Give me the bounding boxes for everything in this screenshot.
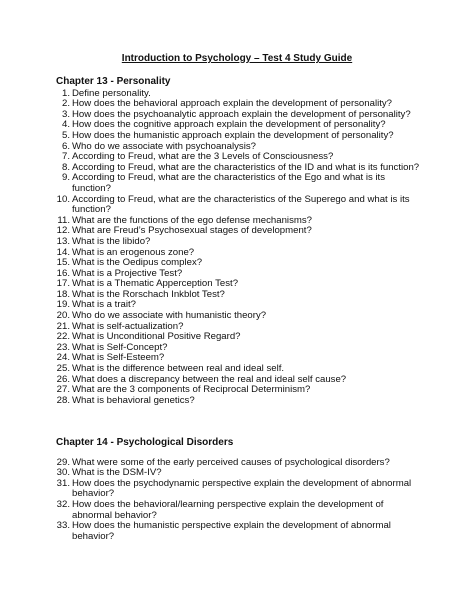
question-text: What is self-actualization? (72, 320, 184, 332)
question-text: What is behavioral genetics? (72, 394, 195, 406)
question-text: What are Freud’s Psychosexual stages of development? (72, 225, 312, 237)
question-number: 4. (61, 119, 70, 131)
question-number: 9. (61, 172, 70, 184)
question-text: What is the libido? (72, 235, 151, 247)
question-number: 32. (56, 498, 70, 510)
question-text: What does a discrepancy between the real and ideal self cause? (72, 373, 347, 385)
question-number: 7. (61, 151, 70, 163)
question-text: What is the Rorschach Inkblot Test? (72, 288, 225, 300)
question-text: What is Self-Esteem? (72, 352, 165, 364)
question-text: What were some of the early perceived causes of psychological disorders? (72, 456, 390, 468)
question-number: 22. (56, 331, 70, 343)
question-number: 30. (56, 467, 70, 479)
chapter-13-question-list (56, 89, 426, 407)
question-number: 33. (56, 520, 70, 532)
question-number: 25. (56, 363, 70, 375)
question-number: 21. (56, 320, 70, 332)
question-number: 12. (56, 225, 70, 237)
question-number: 10. (56, 193, 70, 205)
question-number: 18. (56, 288, 70, 300)
question-text: How does the behavioral/learning perspective explain the development of abnormal behavior? (72, 498, 384, 521)
question-item (56, 237, 426, 248)
question-number: 5. (61, 129, 70, 141)
question-text: According to Freud, what are the characteristics of the Ego and what is its function? (72, 172, 386, 194)
question-item (56, 479, 426, 500)
question-text: What is a Projective Test? (72, 267, 183, 279)
question-text: What is a Thematic Apperception Test? (72, 278, 239, 290)
question-text: According to Freud, what are the characteristics of the Superego and what is its function? (72, 193, 410, 216)
question-text: What is an erogenous zone? (72, 246, 195, 258)
question-number: 1. (61, 87, 70, 99)
question-number: 17. (56, 278, 70, 290)
question-text: According to Freud, what are the 3 Levels of Consciousness? (72, 151, 334, 163)
question-text: Who do we associate with humanistic theory? (72, 310, 267, 322)
question-text: What are the 3 components of Reciprocal Determinism? (72, 384, 311, 396)
question-number: 19. (56, 299, 70, 311)
question-item (56, 173, 426, 194)
question-text: What is the Oedipus complex? (72, 257, 203, 269)
question-number: 24. (56, 352, 70, 364)
chapter-13-heading: Chapter 13 - Personality (56, 76, 171, 87)
question-text: What is Self-Concept? (72, 341, 168, 353)
question-text: How does the psychodynamic perspective explain the development of abnormal behavior? (72, 477, 412, 500)
question-number: 15. (56, 257, 70, 269)
question-text: According to Freud, what are the characteristics of the ID and what is its function? (72, 161, 420, 173)
question-number: 11. (57, 214, 70, 226)
chapter-13-section (56, 77, 426, 406)
question-number: 16. (56, 267, 70, 279)
question-item (56, 131, 426, 142)
chapter-14-question-list (56, 458, 426, 543)
question-text: What is the difference between real and ideal self. (72, 363, 285, 375)
question-number: 14. (56, 246, 70, 258)
document-title: Introduction to Psychology – Test 4 Study Guide (121, 53, 353, 64)
question-text: How does the humanistic approach explain the development of personality? (72, 129, 394, 141)
question-text: How does the psychoanalytic approach explain the development of personality? (72, 108, 411, 120)
question-item (56, 396, 426, 407)
question-number: 3. (61, 108, 70, 120)
question-text: Who do we associate with psychoanalysis? (72, 140, 256, 152)
question-item (56, 521, 426, 542)
question-text: How does the humanistic perspective explain the development of abnormal behavior? (72, 520, 391, 542)
question-text: Define personality. (72, 87, 151, 99)
question-number: 2. (61, 98, 70, 110)
question-number: 31. (56, 477, 70, 489)
question-number: 28. (56, 394, 70, 406)
chapter-14-section (56, 438, 426, 542)
question-text: What is Unconditional Positive Regard? (72, 331, 241, 343)
question-text: How does the cognitive approach explain the development of personality? (72, 119, 386, 131)
question-text: What is a trait? (72, 299, 136, 311)
question-number: 29. (56, 456, 70, 468)
question-number: 6. (61, 140, 70, 152)
question-text: What are the functions of the ego defense mechanisms? (72, 214, 312, 226)
question-number: 26. (56, 373, 70, 385)
question-item (56, 195, 426, 216)
question-number: 8. (61, 161, 70, 173)
question-number: 13. (56, 235, 70, 247)
question-item (56, 500, 426, 521)
chapter-14-heading: Chapter 14 - Psychological Disorders (56, 437, 234, 448)
question-number: 20. (56, 310, 70, 322)
question-number: 27. (56, 384, 70, 396)
question-text: What is the DSM-IV? (72, 467, 162, 479)
question-text: How does the behavioral approach explain the development of personality? (72, 98, 392, 110)
question-number: 23. (56, 341, 70, 353)
